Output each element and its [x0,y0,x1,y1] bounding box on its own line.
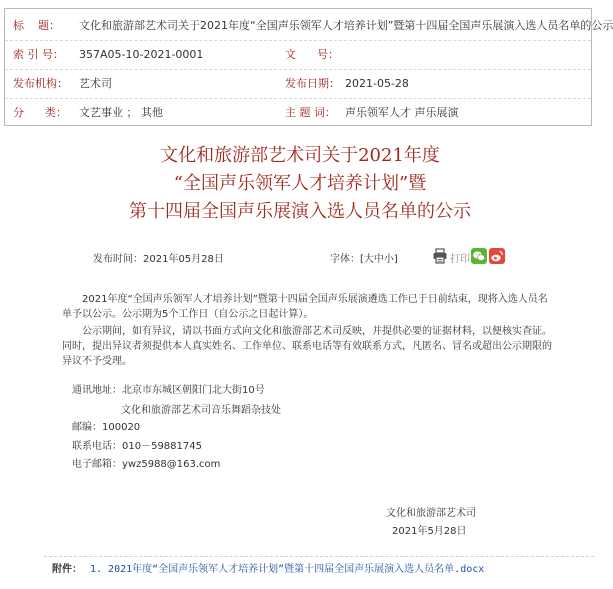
meta-row-index [5,42,591,68]
meta-row-category [5,100,591,126]
meta-subject-value: 声乐领军人才 声乐展演 [345,106,459,119]
meta-index-value: 357A05-10-2021-0001 [79,48,204,61]
paragraph: 公示期间，如有异议，请以书面方式向文化和旅游部艺术司反映，并提供必要的证据材料，以便核实查证。同时，提出异议者须提供本人真实姓名、工作单位、联系电话等有效联系方式，凡匿名、冒名或超出公示期限的异议不予受理。 [62,326,552,367]
article-title-line-1: 文化和旅游部艺术司关于2021年度 [160,145,440,166]
weibo-icon[interactable] [489,248,505,264]
print-link[interactable]: 打印 [450,254,470,265]
attachment-row [44,556,594,581]
meta-category-label: 分 类： [13,106,67,119]
meta-row-title [5,13,613,39]
article-info-bar [0,246,600,268]
meta-title-label: 标 题： [13,19,60,32]
meta-row-org [5,71,591,97]
meta-divider [5,69,591,70]
meta-doc-label: 文 号： [285,48,339,61]
font-size-selector [330,250,398,265]
font-size-options[interactable]: [大中小] [360,254,398,265]
meta-index-label: 索 引 号： [13,48,64,61]
attachment-link[interactable]: 1. 2021年度“全国声乐领军人才培养计划”暨第十四届全国声乐展演入选人员名单.docx [90,564,485,575]
meta-subject-label: 主 题 词： [285,106,336,119]
wechat-icon[interactable] [471,248,487,264]
article-body [62,292,554,369]
meta-org-value: 艺术司 [79,77,112,90]
print-icon[interactable] [432,248,448,264]
address-line: 通讯地址：北京市东城区朝阳门北大街10号 [72,385,265,396]
font-size-label: 字体： [330,254,360,265]
phone: 联系电话：010－59881745 [72,441,202,452]
attachment-label: 附件： [52,564,82,575]
metadata-box [4,8,613,126]
meta-category-value: 文艺事业 ； 其他 [79,106,163,119]
meta-title-value: 文化和旅游部艺术司关于2021年度“全国声乐领军人才培养计划”暨第十四届全国声乐展演入选人员名单的公示 [79,19,613,32]
article-title-line-3: 第十四届全国声乐展演入选人员名单的公示 [129,201,471,222]
signature-org: 文化和旅游部艺术司 [386,508,476,519]
article-title-line-2: “全国声乐领军人才培养计划”暨 [173,173,427,194]
email: 电子邮箱：ywz5988@163.com [72,459,221,470]
signature-date: 2021年5月28日 [392,526,467,537]
publish-time: 发布时间：2021年05月28日 [93,254,224,265]
address-line: 文化和旅游部艺术司音乐舞蹈杂技处 [121,405,281,416]
meta-date-value: 2021-05-28 [345,77,409,90]
meta-date-label: 发布日期： [285,77,340,90]
postcode: 邮编：100020 [72,422,141,433]
paragraph: 2021年度“全国声乐领军人才培养计划”暨第十四届全国声乐展演遴选工作已于日前结束，现将入选人员名单予以公示。公示期为5个工作日（自公示之日起计算）。 [62,294,548,320]
meta-divider [5,40,591,41]
meta-org-label: 发布机构： [13,77,68,90]
meta-divider [5,98,591,99]
